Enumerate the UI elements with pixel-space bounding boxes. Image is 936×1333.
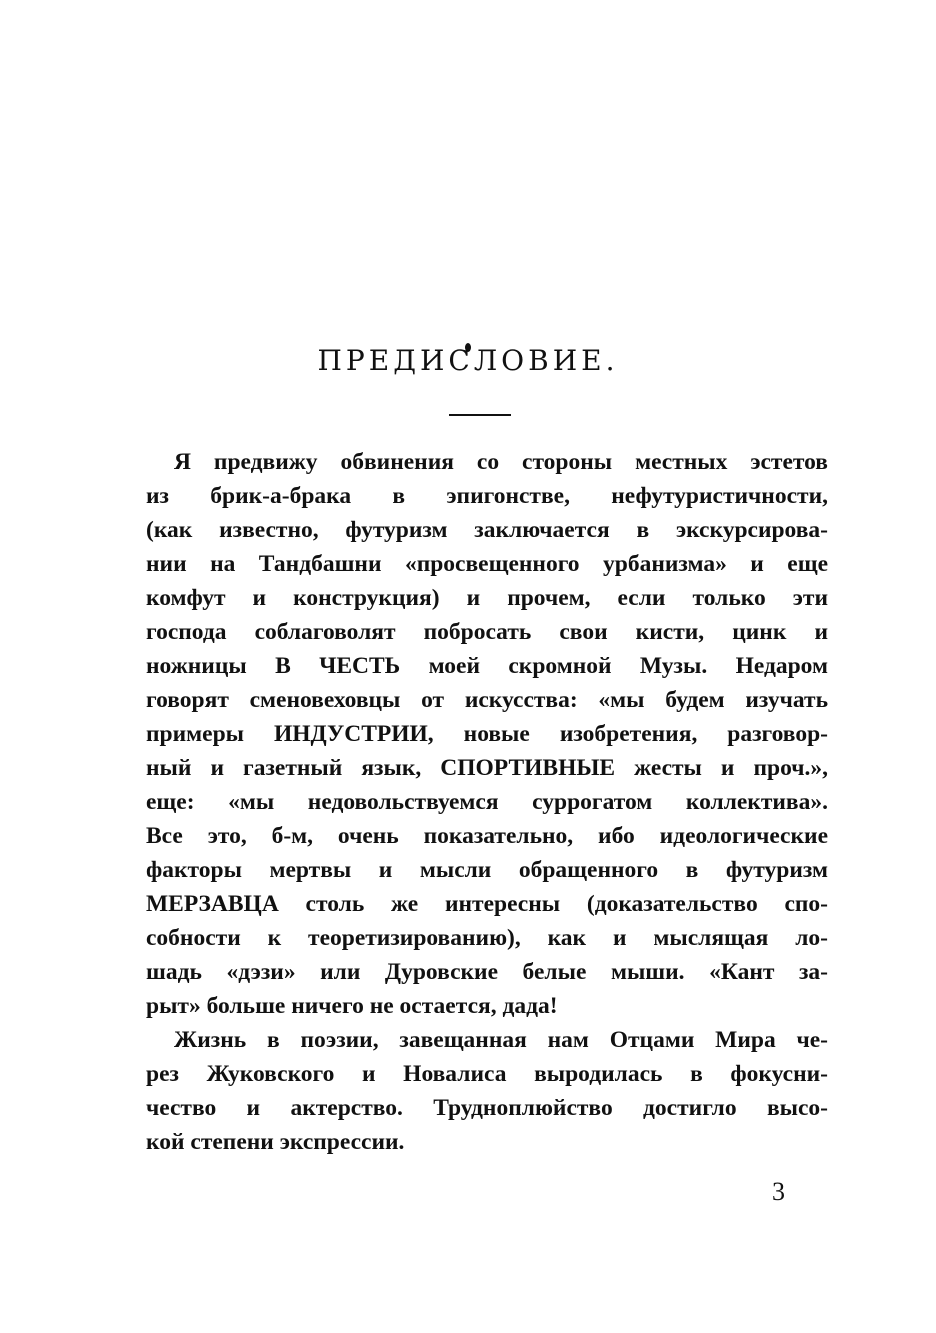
title-divider xyxy=(449,414,511,416)
page-title: ПРЕДИСЛОВИЕ. xyxy=(317,344,619,377)
text-line: из брик-а-брака в эпигонстве, нефутуристичности, xyxy=(146,483,828,509)
text-line: примеры ИНДУСТРИИ, новые изобретения, разговор- xyxy=(146,721,828,747)
text-line: ный и газетный язык, СПОРТИВНЫЕ жесты и проч.», xyxy=(146,755,828,781)
text-line: ножницы В ЧЕСТЬ моей скромной Музы. Недаром xyxy=(146,653,828,679)
text-line: рез Жуковского и Новалиса выродилась в фокусни- xyxy=(146,1061,828,1087)
text-line: нии на Тандбашни «просвещенного урбанизма» и еще xyxy=(146,551,828,577)
text-line: говорят сменовеховцы от искусства: «мы будем изучать xyxy=(146,687,828,713)
text-line: рыт» больше ничего не остается, дада! xyxy=(146,993,558,1019)
text-line: собности к теоретизированию), как и мыслящая ло- xyxy=(146,925,828,951)
text-line: чество и актерство. Трудноплюйство достигло высо- xyxy=(146,1095,828,1121)
text-line: комфут и конструкция) и прочем, если только эти xyxy=(146,585,828,611)
text-line: шадь «дэзи» или Дуровские белые мыши. «Кант за- xyxy=(146,959,828,985)
text-line: кой степени экспрессии. xyxy=(146,1129,405,1155)
text-line: факторы мертвы и мысли обращенного в футуризм xyxy=(146,857,828,883)
page-number: 3 xyxy=(772,1177,785,1206)
text-line: Я предвижу обвинения со стороны местных эстетов xyxy=(174,449,828,475)
text-line: Жизнь в поэзии, завещанная нам Отцами Мира че- xyxy=(174,1027,828,1053)
text-line: Все это, б-м, очень показательно, ибо идеологические xyxy=(146,823,828,849)
text-line: еще: «мы недовольствуемся суррогатом коллектива». xyxy=(146,789,828,815)
text-line: (как известно, футуризм заключается в экскурсирова- xyxy=(146,517,828,543)
text-line: господа соблаговолят побросать свои кисти, цинк и xyxy=(146,619,828,645)
text-line: МЕРЗАВЦА столь же интересны (доказательство спо- xyxy=(146,891,828,917)
